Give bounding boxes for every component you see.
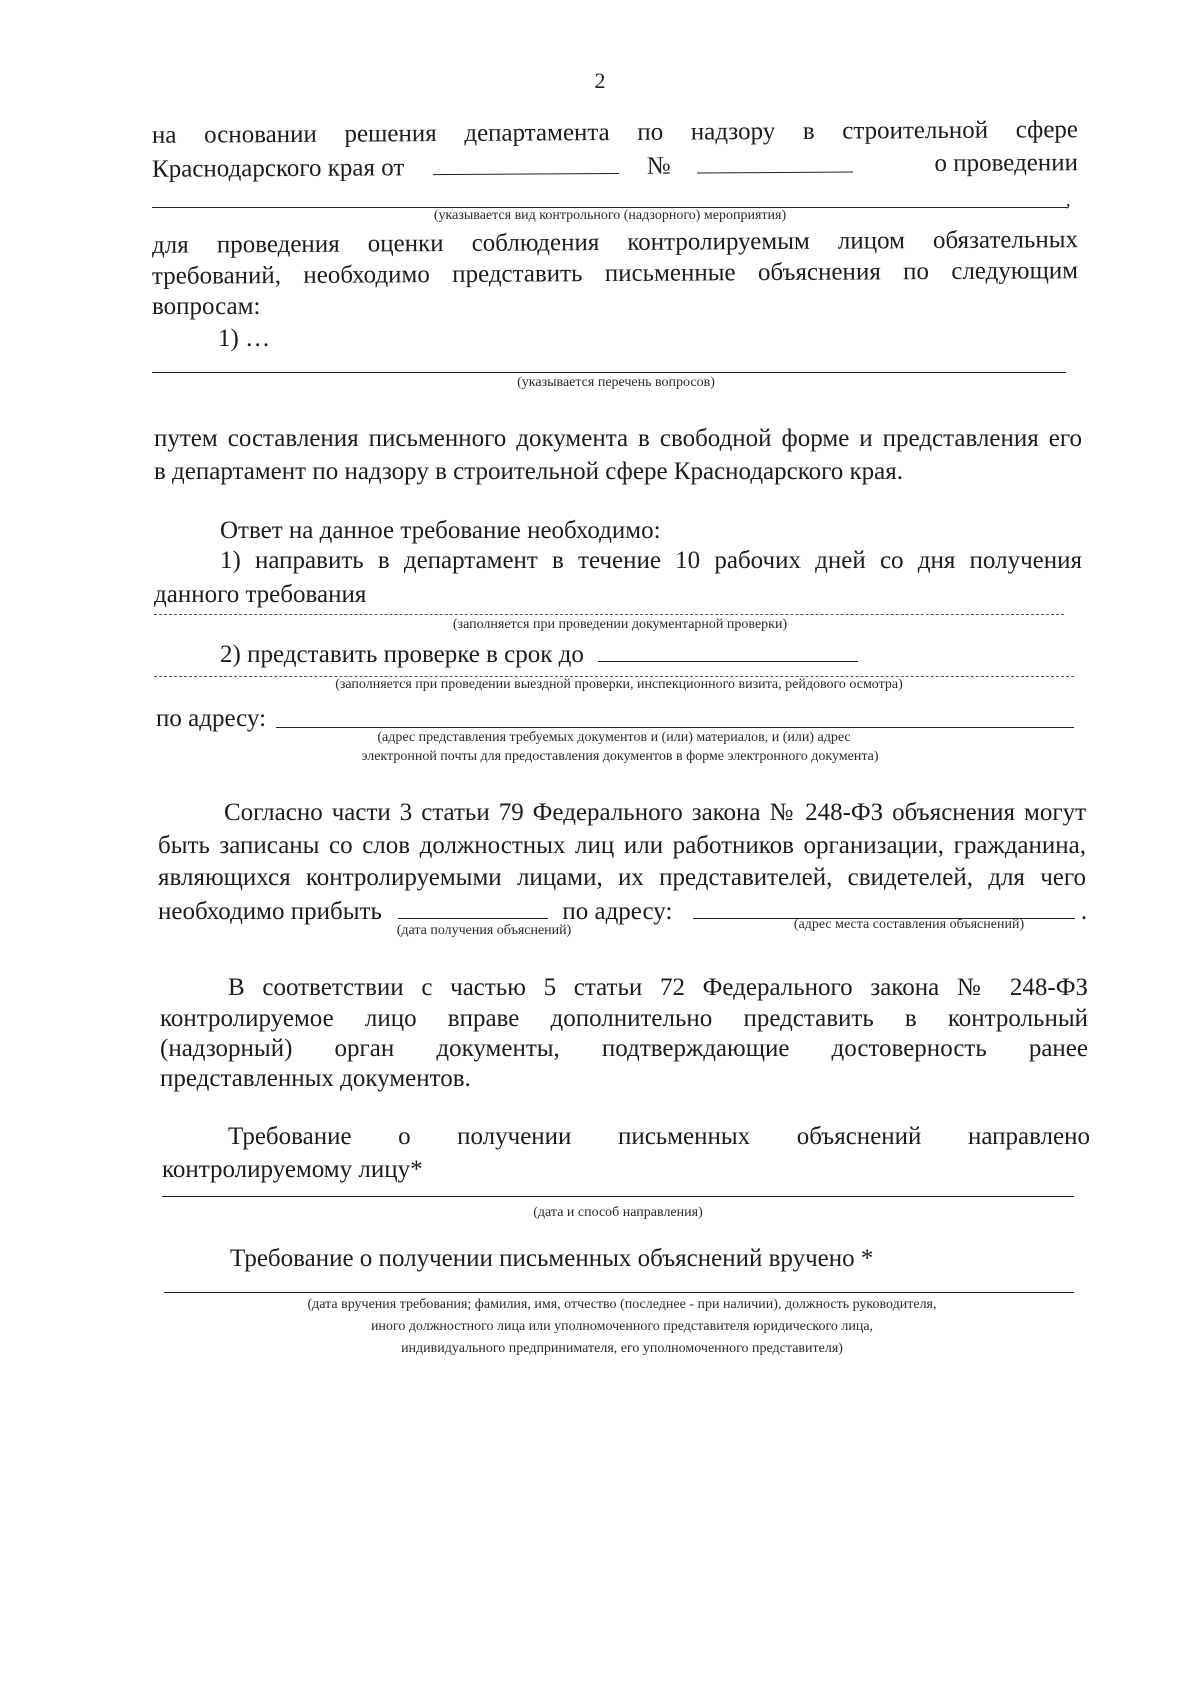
text-fragment: . bbox=[1080, 898, 1088, 925]
paragraph-line: Согласно части 3 статьи 79 Федерального закона № 248-ФЗ объяснения могут bbox=[224, 799, 1086, 826]
list-item: 1) … bbox=[218, 325, 271, 352]
paragraph-line: быть записаны со слов должностных лиц или работников организации, гражданина, bbox=[158, 832, 1086, 859]
paragraph-line bbox=[220, 639, 858, 670]
date-blank bbox=[398, 896, 548, 919]
address-blank bbox=[276, 727, 1074, 728]
paragraph-line: данного требования bbox=[154, 581, 367, 608]
field-caption: (указывается перечень вопросов) bbox=[517, 375, 715, 390]
paragraph-line: Требование о получении письменных объяснений направлено bbox=[228, 1123, 1090, 1150]
paragraph-line: вопросам: bbox=[152, 293, 261, 320]
paragraph-line: контролируемому лицу* bbox=[162, 1156, 423, 1183]
paragraph-line: на основании решения департамента по надзору в строительной сфере bbox=[151, 116, 1079, 149]
field-caption: (дата вручения требования; фамилия, имя, отчество (последнее - при наличии), должность руководителя, bbox=[307, 1297, 937, 1312]
fill-line bbox=[164, 1292, 1074, 1293]
paragraph-line: контролируемое лицо вправе дополнительно представить в контрольный bbox=[160, 1005, 1088, 1032]
paragraph-line: представленных документов. bbox=[160, 1065, 471, 1092]
field-caption: (заполняется при проведении документарной проверки) bbox=[452, 617, 788, 632]
field-caption: (заполняется при проведении выездной проверки, инспекционного визита, рейдового осмотра) bbox=[335, 677, 903, 692]
date-blank bbox=[432, 151, 618, 175]
trailing-comma: , bbox=[1066, 190, 1071, 210]
field-caption: иного должностного лица или уполномоченного представителя юридического лица, bbox=[370, 1319, 874, 1334]
text-fragment: о проведении bbox=[934, 149, 1079, 178]
paragraph-line: являющихся контролируемыми лицами, их представителей, свидетелей, для чего bbox=[158, 864, 1086, 891]
paragraph-line: (надзорный) орган документы, подтверждающие достоверность ранее bbox=[160, 1035, 1088, 1062]
fill-line bbox=[162, 1196, 1074, 1197]
paragraph-line: путем составления письменного документа в свободной форме и представления его bbox=[154, 425, 1082, 452]
paragraph-line: требований, необходимо представить письменные объяснения по следующим bbox=[151, 257, 1079, 290]
paragraph-line: по адресу: bbox=[156, 705, 267, 732]
fill-line bbox=[154, 614, 1064, 615]
text-fragment: по адресу: bbox=[562, 898, 673, 925]
paragraph-line bbox=[152, 148, 1078, 185]
paragraph-line: 1) направить в департамент в течение 10 рабочих дней со дня получения bbox=[220, 547, 1082, 574]
paragraph-line: Ответ на данное требование необходимо: bbox=[220, 517, 661, 544]
text-fragment: Краснодарского края от bbox=[151, 154, 405, 183]
field-caption: (дата и способ направления) bbox=[533, 1205, 703, 1220]
page-number: 2 bbox=[594, 68, 606, 93]
deadline-blank bbox=[598, 639, 858, 662]
paragraph-line: В соответствии с частью 5 статьи 72 Федерального закона № 248-ФЗ bbox=[228, 974, 1088, 1001]
field-caption: электронной почты для предоставления документов в форме электронного документа) bbox=[361, 749, 879, 764]
field-caption: индивидуального предпринимателя, его уполномоченного представителя) bbox=[401, 1341, 843, 1356]
field-caption: (указывается вид контрольного (надзорного) мероприятия) bbox=[433, 208, 787, 223]
text-fragment: необходимо прибыть bbox=[158, 898, 382, 925]
number-blank bbox=[697, 150, 853, 174]
field-caption: (адрес представления требуемых документов и (или) материалов, и (или) адрес bbox=[377, 730, 851, 745]
text-fragment: 2) представить проверке в срок до bbox=[220, 641, 584, 668]
paragraph-line: для проведения оценки соблюдения контролируемым лицом обязательных bbox=[151, 226, 1079, 259]
number-sign: № bbox=[646, 152, 671, 180]
field-caption: (адрес места составления объяснений) bbox=[793, 917, 1025, 932]
fill-line bbox=[152, 372, 1066, 373]
field-caption: (дата получения объяснений) bbox=[396, 923, 572, 938]
paragraph-line: Требование о получении письменных объяснений вручено * bbox=[230, 1245, 874, 1272]
paragraph-line: в департамент по надзору в строительной сфере Краснодарского края. bbox=[154, 458, 903, 485]
